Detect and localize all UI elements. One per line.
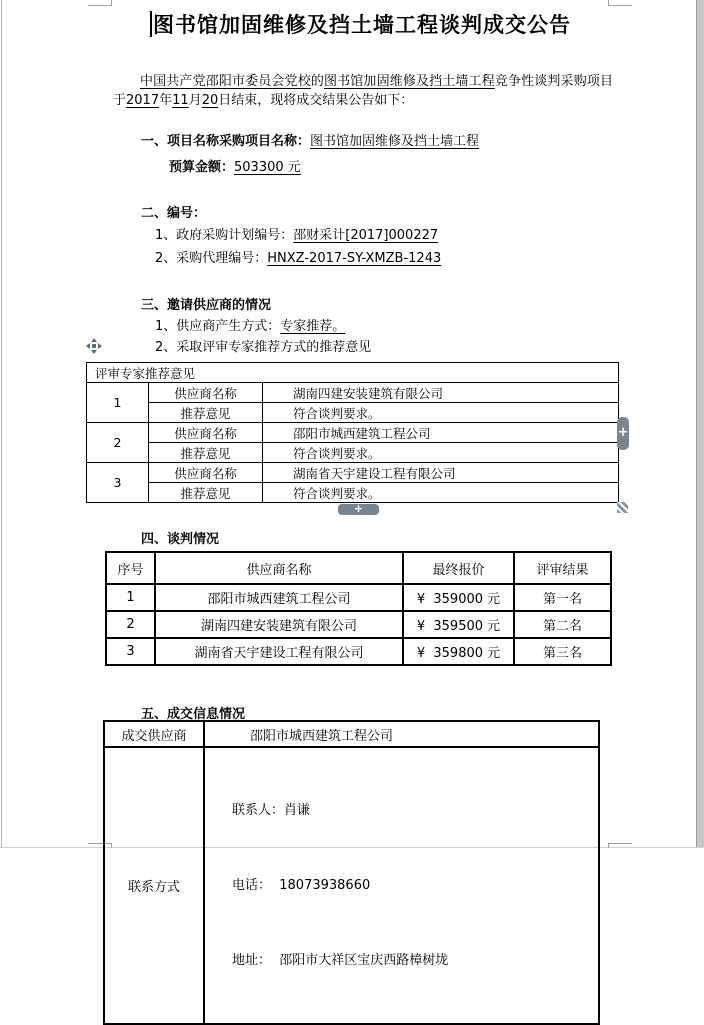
contact-phone-line: 电话： 18073938660 [232, 878, 371, 893]
nego-header-supplier[interactable]: 供应商名称 [155, 552, 403, 584]
intro-year: 2017 [126, 93, 160, 108]
plus-icon: + [353, 502, 364, 515]
agency-number-value: HNXZ-2017-SY-XMZB-1243 [267, 251, 442, 266]
nego-header-price[interactable]: 最终报价 [403, 552, 514, 584]
expert-row2-opinion-label[interactable]: 推荐意见 [149, 443, 263, 463]
margin-mark-bottom-right-icon [608, 843, 632, 848]
nego-row2-price[interactable]: ¥ 359500 元 [403, 611, 514, 638]
expert-row2-supplier-label[interactable]: 供应商名称 [149, 423, 263, 443]
nego-row1-supplier[interactable]: 邵阳市城西建筑工程公司 [155, 584, 403, 611]
section5-heading[interactable]: 五、成交信息情况 [141, 707, 246, 722]
plus-icon: + [617, 425, 629, 440]
expert-table-title-cell[interactable]: 评审专家推荐意见 [87, 363, 619, 383]
expert-recommendation-table [86, 362, 619, 503]
expert-row1-supplier-value[interactable]: 湖南四建安装建筑有限公司 [263, 383, 619, 403]
nego-row2-no[interactable]: 2 [106, 611, 155, 638]
nego-row1-result[interactable]: 第一名 [514, 584, 611, 611]
plan-number-value: 邵财采计[2017]000227 [293, 228, 439, 243]
section3-item1[interactable]: 1、供应商产生方式：专家推荐。 [155, 319, 346, 334]
page-right-edge [696, 0, 704, 848]
nego-header-no[interactable]: 序号 [106, 552, 155, 584]
nego-row1-price[interactable]: ¥ 359000 元 [403, 584, 514, 611]
intro-project-name: 图书馆加固维修及挡土墙工程 [324, 74, 495, 89]
award-supplier-label[interactable]: 成交供应商 [104, 721, 204, 747]
intro-month: 11 [172, 93, 189, 108]
expert-row2-no[interactable]: 2 [87, 423, 149, 463]
margin-mark-top-left-icon [88, 0, 112, 6]
award-contact-label[interactable]: 联系方式 [104, 747, 204, 1024]
expert-row1-opinion-value[interactable]: 符合谈判要求。 [263, 403, 619, 423]
intro-paragraph[interactable]: 中国共产党邵阳市委员会党校的图书馆加固维修及挡土墙工程竞争性谈判采购项目于2017年11月20日结束，现将成交结果公告如下： [113, 74, 613, 108]
contact-person-line: 联系人：肖谦 [232, 803, 311, 818]
expert-row3-opinion-label[interactable]: 推荐意见 [149, 483, 263, 503]
intro-org-name: 中国共产党邵阳市委员会党校 [140, 74, 311, 89]
award-info-table [103, 720, 600, 1025]
section2-item-plan-no[interactable]: 1、政府采购计划编号：邵财采计[2017]000227 [155, 228, 439, 243]
section2-item-agency-no[interactable]: 2、采购代理编号：HNXZ-2017-SY-XMZB-1243 [155, 251, 442, 266]
table-move-handle-icon[interactable] [86, 338, 102, 354]
margin-mark-top-right-icon [608, 0, 632, 6]
add-column-button[interactable] [617, 417, 629, 450]
nego-row2-supplier[interactable]: 湖南四建安装建筑有限公司 [155, 611, 403, 638]
section3-heading[interactable]: 三、邀请供应商的情况 [141, 298, 272, 313]
budget-value: 503300 元 [234, 160, 301, 175]
expert-row3-supplier-label[interactable]: 供应商名称 [149, 463, 263, 483]
text-cursor-caret [150, 11, 152, 37]
document-title-text: 图书馆加固维修及挡土墙工程谈判成交公告 [153, 13, 571, 37]
nego-row3-no[interactable]: 3 [106, 638, 155, 665]
expert-row1-opinion-label[interactable]: 推荐意见 [149, 403, 263, 423]
nego-row3-price[interactable]: ¥ 359800 元 [403, 638, 514, 665]
award-supplier-value[interactable]: 邵阳市城西建筑工程公司 [204, 721, 599, 747]
page-left-edge [1, 0, 2, 848]
expert-row1-no[interactable]: 1 [87, 383, 149, 423]
award-contact-cell[interactable] [204, 747, 599, 1024]
nego-row1-no[interactable]: 1 [106, 584, 155, 611]
document-title[interactable] [113, 10, 608, 40]
expert-row3-opinion-value[interactable]: 符合谈判要求。 [263, 483, 619, 503]
section4-heading[interactable]: 四、谈判情况 [141, 532, 220, 547]
nego-row2-result[interactable]: 第二名 [514, 611, 611, 638]
project-name-value: 图书馆加固维修及挡土墙工程 [310, 134, 480, 149]
section3-item2[interactable]: 2、采取评审专家推荐方式的推荐意见 [155, 340, 372, 355]
section1-budget[interactable]: 预算金额：503300 元 [169, 160, 301, 175]
add-row-button[interactable] [338, 504, 379, 515]
nego-row3-result[interactable]: 第三名 [514, 638, 611, 665]
expert-row3-no[interactable]: 3 [87, 463, 149, 503]
nego-header-result[interactable]: 评审结果 [514, 552, 611, 584]
nego-row3-supplier[interactable]: 湖南省天宇建设工程有限公司 [155, 638, 403, 665]
supplier-method-value: 专家推荐。 [280, 319, 346, 334]
expert-row3-supplier-value[interactable]: 湖南省天宇建设工程有限公司 [263, 463, 619, 483]
contact-address-line: 地址： 邵阳市大祥区宝庆西路樟树垅 [232, 953, 449, 968]
expert-row2-supplier-value[interactable]: 邵阳市城西建筑工程公司 [263, 423, 619, 443]
section1-heading[interactable]: 一、项目名称采购项目名称：图书馆加固维修及挡土墙工程 [141, 134, 480, 149]
expert-row1-supplier-label[interactable]: 供应商名称 [149, 383, 263, 403]
move-arrows-icon [86, 338, 102, 354]
table-resize-handle[interactable] [617, 502, 628, 513]
negotiation-table [105, 551, 612, 666]
expert-row2-opinion-value[interactable]: 符合谈判要求。 [263, 443, 619, 463]
intro-day: 20 [201, 93, 219, 108]
section2-heading[interactable]: 二、编号： [141, 206, 207, 221]
